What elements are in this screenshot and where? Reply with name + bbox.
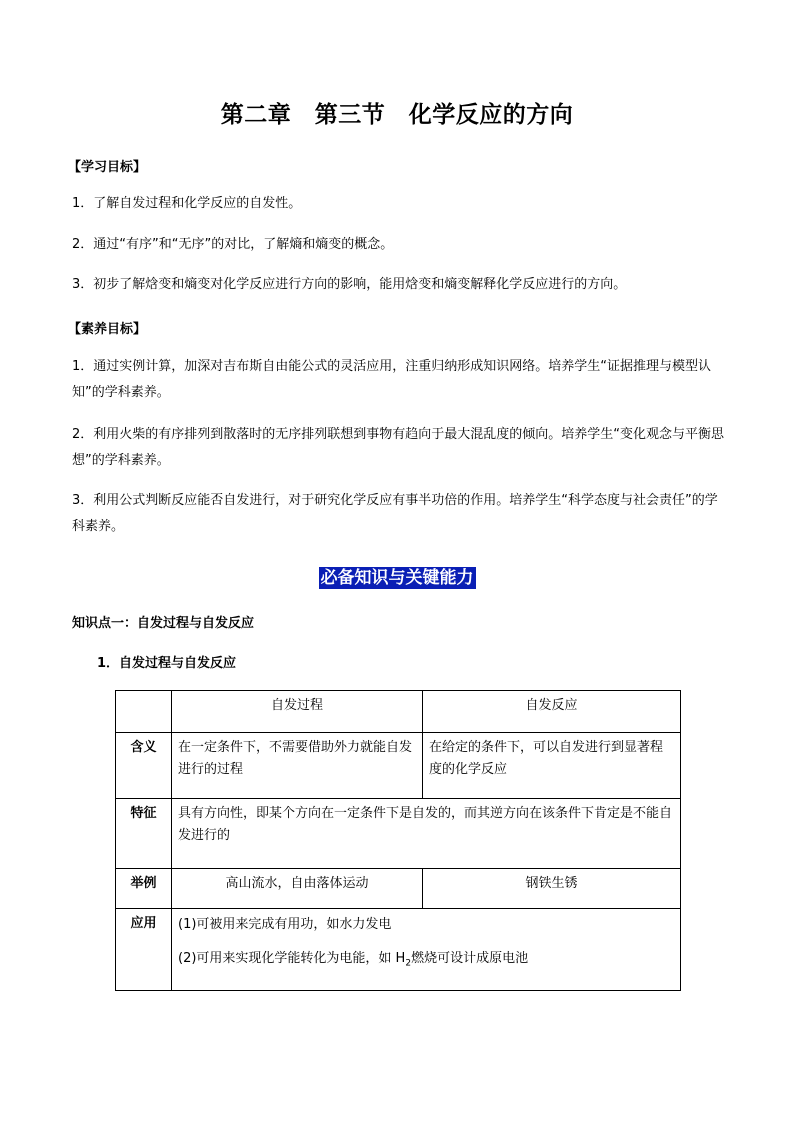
page-title: 第二章 第三节 化学反应的方向 (220, 102, 574, 128)
application-line-1: (1)可被用来完成有用功，如水力发电 (178, 917, 392, 932)
learning-goal-1: 1．了解自发过程和化学反应的自发性。 (72, 196, 302, 211)
spontaneous-process-table (115, 690, 681, 991)
meaning-process: 在一定条件下，不需要借助外力就能自发进行的过程 (172, 733, 423, 799)
literacy-goal-3: 3．利用公式判断反应能否自发进行，对于研究化学反应有事半功倍的作用。培养学生“科学态度与社会责任”的学科素养。 (72, 493, 718, 534)
section-banner (0, 563, 794, 588)
table-header-row (116, 691, 681, 733)
knowledge-point-heading: 知识点一：自发过程与自发反应 (72, 616, 255, 631)
section-banner-label: 必备知识与关键能力 (320, 568, 474, 588)
literacy-goals-heading: 【素养目标】 (68, 322, 147, 337)
table-row-meaning (116, 733, 681, 799)
header-process: 自发过程 (172, 691, 423, 733)
row-label-feature: 特征 (116, 799, 172, 869)
meaning-reaction: 在给定的条件下，可以自发进行到显著程度的化学反应 (423, 733, 681, 799)
table-row-application (116, 909, 681, 991)
application-line-2-end: 燃烧可设计成原电池 (411, 951, 529, 966)
learning-goal-3: 3．初步了解焓变和熵变对化学反应进行方向的影响，能用焓变和熵变解释化学反应进行的方向。 (72, 277, 627, 292)
table-row-feature (116, 799, 681, 869)
hydrogen-subscript: 2 (405, 958, 412, 969)
header-reaction: 自发反应 (423, 691, 681, 733)
application-line-2-start: (2)可用来实现化学能转化为电能，如 H (178, 951, 406, 966)
literacy-goal-2: 2．利用火柴的有序排列到散落时的无序排列联想到事物有趋向于最大混乱度的倾向。培养学生“变化观念与平衡思想”的学科素养。 (72, 427, 725, 468)
row-label-application: 应用 (116, 909, 172, 991)
table-row-example (116, 869, 681, 909)
learning-goals-heading: 【学习目标】 (68, 160, 147, 175)
application-line-2 (178, 947, 674, 976)
example-reaction: 钢铁生锈 (423, 869, 681, 909)
row-label-meaning: 含义 (116, 733, 172, 799)
table-corner-cell (116, 691, 172, 733)
subsection-heading: 1．自发过程与自发反应 (97, 656, 237, 671)
row-label-example: 举例 (116, 869, 172, 909)
example-process: 高山流水，自由落体运动 (172, 869, 423, 909)
feature-text: 具有方向性，即某个方向在一定条件下是自发的，而其逆方向在该条件下肯定是不能自发进行的 (172, 799, 681, 869)
learning-goal-2: 2．通过“有序”和“无序”的对比，了解熵和熵变的概念。 (72, 237, 394, 252)
literacy-goal-1: 1．通过实例计算，加深对吉布斯自由能公式的灵活应用，注重归纳形成知识网络。培养学生“证据推理与模型认知”的学科素养。 (72, 359, 712, 400)
application-cell (172, 909, 681, 991)
